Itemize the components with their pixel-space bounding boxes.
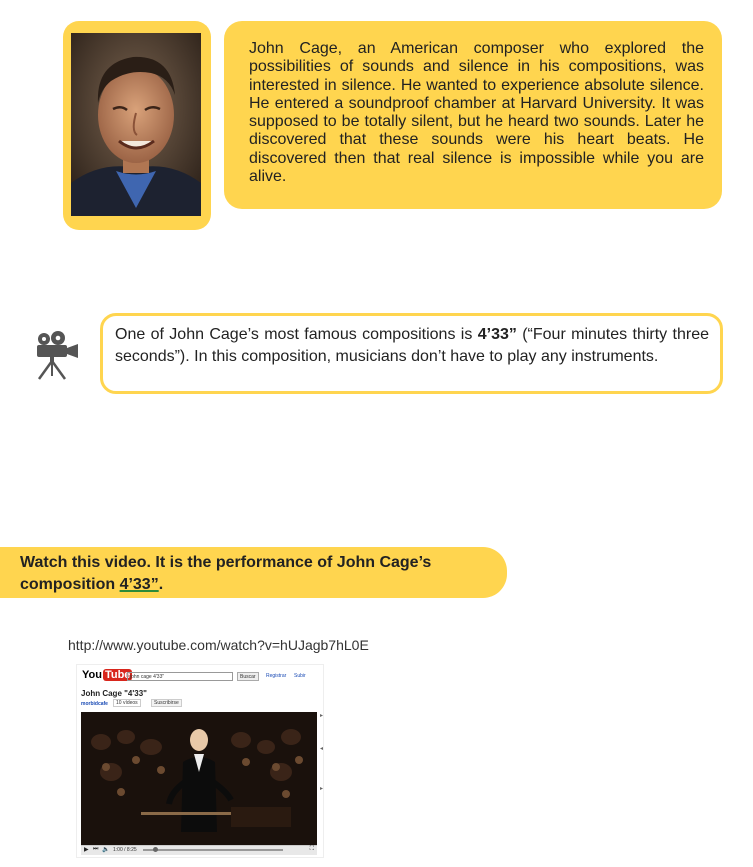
watch-line2-after: .: [158, 575, 164, 593]
side-arrow-icon: ▸: [319, 713, 323, 719]
youtube-screenshot[interactable]: [76, 664, 324, 858]
youtube-logo-you: You: [82, 669, 102, 681]
portrait-frame: [63, 21, 211, 230]
video-frame-image: [81, 712, 317, 845]
youtube-upload-link[interactable]: Subir: [294, 673, 306, 679]
composition-box: [100, 313, 723, 394]
youtube-logo: [82, 669, 132, 681]
composition-title: 4’33”: [477, 326, 517, 343]
youtube-search-button[interactable]: Buscar: [237, 672, 259, 681]
progress-bar[interactable]: [143, 849, 283, 851]
youtube-channel-link[interactable]: morbidcafe: [81, 701, 108, 707]
watch-banner: [0, 547, 507, 598]
progress-handle[interactable]: [153, 847, 158, 852]
youtube-register-link[interactable]: Registrar: [266, 673, 287, 679]
youtube-logo-tube: Tube: [104, 669, 131, 681]
youtube-video-player[interactable]: [81, 712, 317, 845]
youtube-player-controls[interactable]: [81, 845, 317, 855]
side-arrow-icon: ▸: [319, 786, 323, 792]
fullscreen-icon[interactable]: ⛶: [309, 846, 314, 852]
film-camera-icon: [32, 330, 82, 380]
youtube-time: 1:00 / 8:25: [113, 847, 137, 853]
watch-composition-title: 4’33”: [119, 575, 159, 593]
watch-line2-before: composition: [20, 575, 120, 593]
next-icon[interactable]: ⏭: [93, 846, 99, 852]
video-url[interactable]: http://www.youtube.com/watch?v=hUJagb7hL0E: [68, 637, 369, 653]
youtube-videos-dropdown[interactable]: 10 vídeos: [113, 699, 141, 707]
volume-icon[interactable]: 🔈: [102, 847, 110, 853]
youtube-search-input[interactable]: john cage 4'33": [127, 672, 233, 681]
watch-text: [20, 552, 507, 595]
play-icon[interactable]: ▶: [84, 847, 89, 853]
youtube-video-title: John Cage "4'33": [81, 689, 147, 698]
john-cage-portrait: [71, 33, 201, 216]
youtube-subscribe-button[interactable]: Suscribirse: [151, 699, 182, 707]
side-arrow-icon: ◂: [319, 746, 323, 752]
portrait-image: [71, 33, 201, 216]
watch-line1: Watch this video. It is the performance of John Cage’s: [20, 554, 432, 571]
composition-text: [115, 324, 709, 367]
composition-text-before: One of John Cage’s most famous compositions is: [115, 326, 478, 343]
composition-text-after: (“Four minutes thirty three seconds”). In this composition, musicians don’t have to play any instruments.: [115, 326, 709, 365]
bio-box: [224, 21, 722, 209]
bio-text: John Cage, an American composer who explored the possibilities of sounds and silence in his compositions, was interested in silence. He wanted to experience absolute silence. He entered a soundproof chamber at Harvard University. It was supposed to be totally silent, but he heard two sounds. Later he discovered that these sounds were his heart beats. He discovered then that real silence is impossible while you are alive.: [249, 40, 704, 186]
